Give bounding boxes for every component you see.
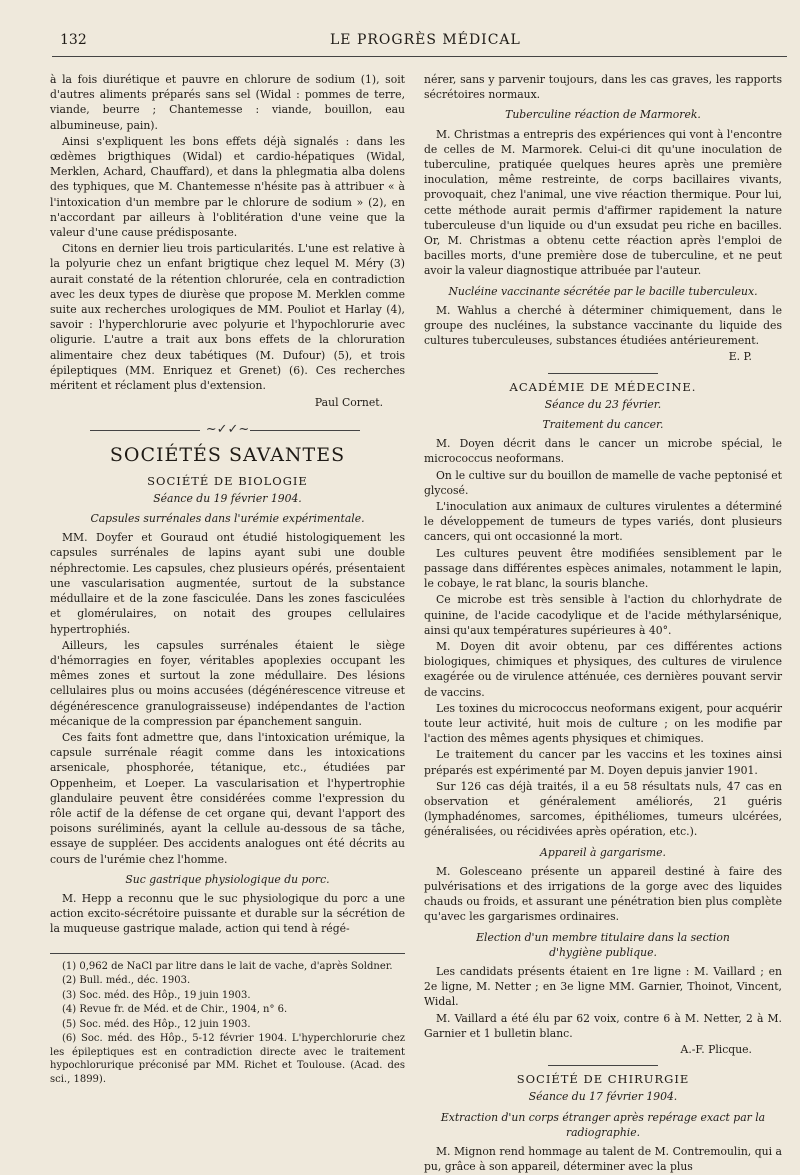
society-heading: SOCIÉTÉ DE BIOLOGIE — [147, 473, 308, 488]
society-heading: SOCIÉTÉ DE CHIRURGIE — [516, 1072, 690, 1087]
section-ornament — [50, 422, 405, 438]
footnote: (2) Bull. méd., déc. 1903. — [62, 975, 191, 987]
subheading: Tuberculine réaction de Marmorek. — [505, 108, 701, 122]
subheading: Capsules surrénales dans l'urémie expérimentale. — [90, 512, 365, 526]
paragraph: Ce microbe est très sensible à l'action du chlorhydrate de quinine, de l'acide cacodylique et de l'acide méthylarsénique, ainsi qu'aux températures supérieures à 40°. — [424, 593, 782, 637]
section-title: SOCIÉTÉS SAVANTES — [109, 444, 346, 467]
paragraph: M. Christmas a entrepris des expériences qui vont à l'encontre de celles de M. Marmorek. Celui-ci dit qu'une inoculation de tuberculine, pratiquée quelques heures après une première inoculation, même restreinte, de corps bacillaires vivants, provoquait, chez l'animal, une vive réaction thermique. Pour lui, cette méthode aurait permis d'affirmer rapidement la nature tuberculeuse d'un liquide ou d'un exsudat peu riche en bacilles. Or, M. Christmas a obtenu cette réaction après l'emploi de bacilles morts, d'une première dose de tuberculine, et ne peut avoir la valeur diagnostique attribuée par l'auteur. — [424, 127, 782, 278]
paragraph: M. Hepp a reconnu que le suc physiologique du porc a une action excito-sécrétoire puissante et durable sur la sécrétion de la muqueuse gastrique malade, action qui tend à régé- — [50, 891, 405, 936]
paragraph: Citons en dernier lieu trois particularités. L'une est relative à la polyurie chez un enfant brigtique chez lequel M. Méry (3) aurait constaté de la rétention chlorurée, cela en contradiction avec les deux types de diurèse que propose M. Merklen comme suite aux recherches urologiques de MM. Pouliot et Harlay (4), savoir : l'hyperchlorurie avec polyurie et l'hypochlorurie avec oligurie. L'autre a trait aux bons effets de la chloruration alimentaire chez deux tabétiques (M. Dufour) (5), et trois épileptiques (MM. Enriquez et Grenet) (6). Ces recherches méritent et réclament plus d'extension. — [50, 242, 405, 393]
paragraph: Ailleurs, les capsules surrénales étaient le siège d'hémorragies en foyer, véritables apoplexies occupant les mêmes zones et surtout la zone médullaire. Des lésions cellulaires plus ou moins accusées (dégénérescence vitreuse et dégénérescence granulograisseuse) indépendantes de l'action mécanique de la compression par épanchement sanguin. — [50, 638, 405, 728]
right-column — [424, 72, 782, 1175]
footnote: (5) Soc. méd. des Hôp., 12 juin 1903. — [62, 1018, 251, 1030]
author-signature: A.-F. Plicque. — [680, 1042, 752, 1056]
paragraph: Ainsi s'expliquent les bons effets déjà signalés : dans les œdèmes brigthiques (Widal) et cardio-hépatiques (Widal, Merklen, Achard, Chauffard), et dans la phlegmatia alba dolens des typhiques, que M. Chantemesse n'hésite pas à attribuer « à l'intoxication d'un membre par le chlorure de sodium » (2), en n'accordant par ailleurs à l'oblitération d'une veine que la valeur d'une cause prédisposante. — [50, 134, 405, 240]
society-heading: ACADÉMIE DE MÉDECINE. — [509, 379, 697, 394]
paragraph: M. Mignon rend hommage au talent de M. Contremoulin, qui a pu, grâce à son appareil, déterminer avec la plus — [424, 1145, 782, 1174]
subheading: Election d'un membre titulaire dans la section — [476, 930, 730, 944]
paragraph: Les candidats présents étaient en 1re ligne : M. Vaillard ; en 2e ligne, M. Netter ; en 3e ligne MM. Garnier, Thoinot, Vincent, Widal. — [424, 964, 782, 1009]
footnote: (3) Soc. méd. des Hôp., 19 juin 1903. — [62, 989, 251, 1001]
section-rule — [548, 1065, 658, 1066]
session-date: Séance du 19 février 1904. — [153, 491, 302, 505]
left-column — [50, 72, 405, 1087]
footnote: (6) Soc. méd. des Hôp., 5-12 février 1904. L'hyperchlorurie chez les épileptiques est en contradiction directe avec le traitement hypochlorurique préconisé par MM. Richet et Toulouse. (Acad. des sci., 1899). — [50, 1033, 405, 1085]
paragraph: L'inoculation aux animaux de cultures virulentes a déterminé le développement de tumeurs de types variés, dont plusieurs cancers, qui ont occasionné la mort. — [424, 500, 782, 544]
paragraph: M. Vaillard a été élu par 62 voix, contre 6 à M. Netter, 2 à M. Garnier et 1 bulletin blanc. — [424, 1011, 782, 1040]
paragraph: Les cultures peuvent être modifiées sensiblement par le passage dans différentes espèces animales, notamment le lapin, le cobaye, le rat blanc, la souris blanche. — [424, 546, 782, 591]
footnote: (1) 0,962 de NaCl par litre dans le lait de vache, d'après Soldner. — [62, 960, 393, 972]
paragraph: M. Golesceano présente un appareil destiné à faire des pulvérisations et des irrigations de la gorge avec des liquides chauds ou froids, et assurant une pénétration bien plus complète qu'avec les gargarismes ordinaires. — [424, 864, 782, 924]
session-date: Séance du 17 février 1904. — [528, 1090, 678, 1104]
subheading: d'hygiène publique. — [549, 945, 657, 959]
ornament-glyph: ~✓✓~ — [205, 422, 250, 438]
paragraph: Les toxines du micrococcus neoformans exigent, pour acquérir toute leur activité, huit mois de culture ; on les modifie par l'action des mêmes agents physiques et chimiques. — [424, 701, 782, 746]
author-signature: Paul Cornet. — [314, 396, 383, 410]
paragraph: M. Doyen dit avoir obtenu, par ces différentes actions biologiques, chimiques et physiques, des cultures de virulence exagérée ou de virulence atténuée, ces dernières pouvant servir de vaccins. — [424, 639, 782, 699]
paragraph: M. Wahlus a cherché à déterminer chimiquement, dans le groupe des nucléines, la substance vaccinante du liquide des cultures tuberculeuses, substances étudiées antérieurement. — [424, 303, 782, 348]
page-header — [60, 30, 780, 50]
subheading: Traitement du cancer. — [542, 418, 664, 432]
journal-title: LE PROGRÈS MÉDICAL — [330, 32, 521, 48]
footnote: (4) Revue fr. de Méd. et de Chir., 1904, n° 6. — [62, 1004, 288, 1016]
header-rule — [52, 56, 787, 57]
paragraph: nérer, sans y parvenir toujours, dans les cas graves, les rapports sécrétoires normaux. — [424, 73, 782, 102]
author-signature: E. P. — [728, 350, 752, 364]
subheading: radiographie. — [565, 1125, 641, 1139]
section-rule — [548, 373, 658, 374]
subheading: Nucléine vaccinante sécrétée par le bacille tuberculeux. — [448, 284, 758, 298]
page-number: 132 — [60, 32, 87, 48]
session-date: Séance du 23 février. — [544, 397, 662, 411]
paragraph: On le cultive sur du bouillon de mamelle de vache peptonisé et glycosé. — [424, 468, 782, 497]
paragraph: Le traitement du cancer par les vaccins et les toxines ainsi préparés est expérimenté par M. Doyen depuis janvier 1901. — [424, 748, 782, 777]
ornament-rule-left — [90, 430, 200, 431]
paragraph: à la fois diurétique et pauvre en chlorure de sodium (1), soit d'autres aliments préparés sans sel (Widal : pommes de terre, viande, beurre ; Chantemesse : viande, bouillon, eau albumineuse, pain). — [50, 73, 405, 132]
subheading: Suc gastrique physiologique du porc. — [125, 872, 330, 886]
subheading: Extraction d'un corps étranger après repérage exact par la — [440, 1110, 766, 1124]
paragraph: MM. Doyfer et Gouraud ont étudié histologiquement les capsules surrénales de lapins ayant subi une double néphrectomie. Les capsules, chez plusieurs opérés, présentaient une vascularisation augmentée, surtout de la substance médullaire et de la zone fasciculée. Dans les zones fasciculées et glomérulaires, on notait des groupes cellulaires hypertrophiés. — [50, 531, 405, 636]
subheading: Appareil à gargarisme. — [540, 845, 666, 859]
paragraph: M. Doyen décrit dans le cancer un microbe spécial, le micrococcus neoformans. — [424, 437, 782, 466]
paragraph: Ces faits font admettre que, dans l'intoxication urémique, la capsule surrénale réagit comme dans les intoxications arsenicale, phosphorée, tétanique, etc., étudiées par Oppenheim, et Loeper. La vascularisation et l'hypertrophie glandulaire peuvent être considérées comme l'expression du rôle actif de la défense de cet organe qui, devant l'apport des poisons suréliminés, ayant la cellule au-dessous de sa tâche, essaye de suppléer. Des accidents analogues ont été décrits au cours de l'urémie chez l'homme. — [50, 730, 405, 866]
ornament-rule-right — [250, 430, 360, 431]
paragraph: Sur 126 cas déjà traités, il a eu 58 résultats nuls, 47 cas en observation et généralement améliorés, 21 guéris (lymphadénomes, sarcomes, épithéliomes, tumeurs ulcérées, généralisées, ou récidivées après opération, etc.). — [424, 779, 782, 839]
footnotes — [50, 953, 405, 1087]
